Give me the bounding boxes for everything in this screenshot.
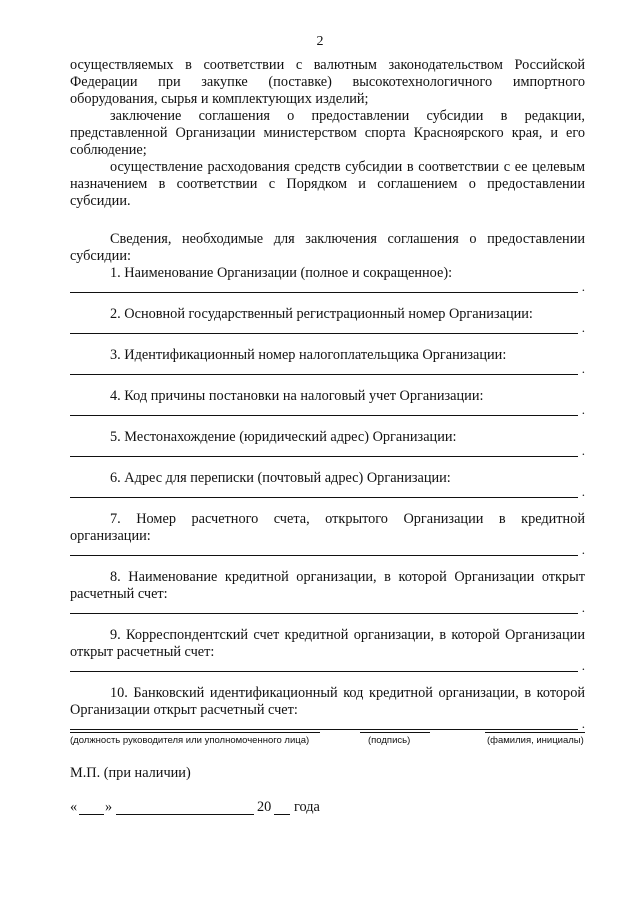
intro-paragraph-3: осуществление расходования средств субсидии в соответствии с ее целевым назначением в соответствии с Порядком и соглашением о предоставлении субсидии. <box>70 159 585 209</box>
field-label-1: 1. Наименование Организации (полное и сокращенное): <box>110 265 453 281</box>
signature-block <box>70 718 585 758</box>
intro-paragraph-2: заключение соглашения о предоставлении субсидии в редакции, представленной Организации министерством спорта Красноярского края, и его соблюдение; <box>70 108 585 158</box>
name-signature-line[interactable] <box>485 732 585 733</box>
date-year-prefix: 20 <box>257 799 272 815</box>
field-input-line-8[interactable] <box>70 613 578 614</box>
field-input-line-5[interactable] <box>70 456 578 457</box>
field-label-4: 4. Код причины постановки на налоговый учет Организации: <box>110 388 484 404</box>
field-label-2: 2. Основной государственный регистрационный номер Организации: <box>110 306 533 322</box>
field-label-5: 5. Местонахождение (юридический адрес) Организации: <box>110 429 457 445</box>
field-input-line-2[interactable] <box>70 333 578 334</box>
field-label-9: 9. Корреспондентский счет кредитной организации, в которой Организации открыт расчетный счет: <box>70 627 585 660</box>
field-input-line-1[interactable] <box>70 292 578 293</box>
field-input-line-7[interactable] <box>70 555 578 556</box>
field-label-7: 7. Номер расчетного счета, открытого Организации в кредитной организации: <box>70 511 585 544</box>
name-caption: (фамилия, инициалы) <box>487 735 584 746</box>
field-input-line-4[interactable] <box>70 415 578 416</box>
position-caption: (должность руководителя или уполномоченного лица) <box>70 735 310 746</box>
date-month-field[interactable] <box>116 814 254 815</box>
field-input-line-9[interactable] <box>70 671 578 672</box>
signature-line[interactable] <box>360 732 430 733</box>
field-input-line-3[interactable] <box>70 374 578 375</box>
field-label-8: 8. Наименование кредитной организации, в которой Организации открыт расчетный счет: <box>70 569 585 602</box>
position-signature-line[interactable] <box>70 732 320 733</box>
field-label-10: 10. Банковский идентификационный код кредитной организации, в которой Организации открыт расчетный счет: <box>70 685 585 718</box>
date-year-field[interactable] <box>274 814 290 815</box>
seal-placeholder: М.П. (при наличии) <box>70 765 191 781</box>
date-line <box>70 799 370 819</box>
section-intro: Сведения, необходимые для заключения соглашения о предоставлении субсидии: <box>70 231 585 264</box>
page-number: 2 <box>316 34 324 49</box>
document-body <box>70 57 585 743</box>
field-input-line-6[interactable] <box>70 497 578 498</box>
signature-caption: (подпись) <box>368 735 411 746</box>
field-label-3: 3. Идентификационный номер налогоплательщика Организации: <box>110 347 507 363</box>
date-close-quote: » <box>105 799 113 815</box>
date-open-quote: « <box>70 799 78 815</box>
intro-paragraph-1: осуществляемых в соответствии с валютным законодательством Российской Федерации при закупке (поставке) высокотехнологичного импортного оборудования, сырья и комплектующих изделий; <box>70 57 585 107</box>
date-day-field[interactable] <box>79 814 104 815</box>
date-year-suffix: года <box>294 799 320 815</box>
field-label-6: 6. Адрес для переписки (почтовый адрес) Организации: <box>110 470 451 486</box>
